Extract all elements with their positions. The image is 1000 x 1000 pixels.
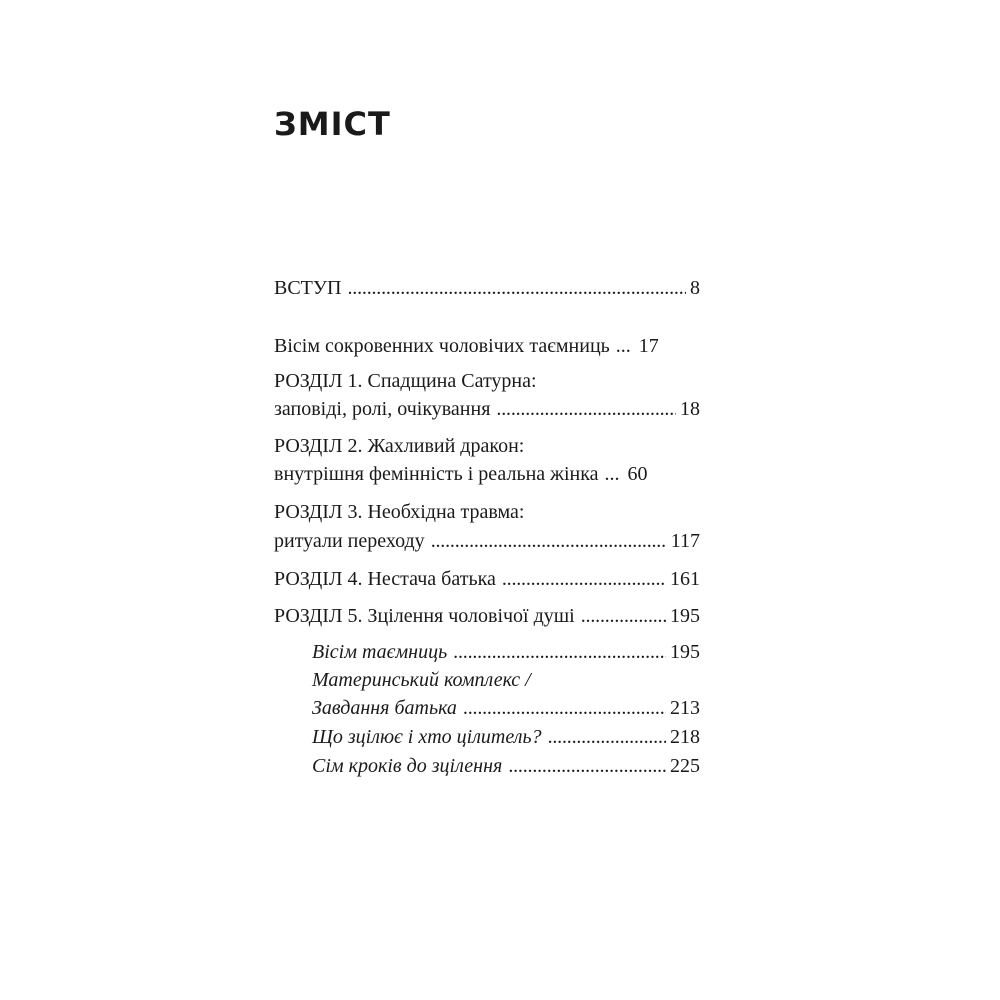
toc-page-number: 195	[670, 605, 700, 627]
toc-entry-chapter-1-line-2[interactable]	[274, 399, 700, 423]
toc-entry-label: ВСТУП	[274, 277, 342, 299]
toc-entry-chapter-2-line-1[interactable]	[274, 436, 700, 460]
toc-entry-eight-secrets[interactable]	[274, 336, 700, 360]
toc-subentry-label: Материнський комплекс /	[312, 669, 531, 691]
toc-entry-label: РОЗДІЛ 2. Жахливий дракон:	[274, 435, 525, 457]
dot-leader	[616, 336, 631, 356]
dot-leader	[431, 531, 667, 551]
dot-leader	[605, 464, 620, 484]
toc-entry-chapter-3-line-1[interactable]	[274, 502, 700, 526]
toc-entry-label: Вісім сокровенних чоловічих таємниць	[274, 335, 610, 357]
toc-subentry-seven-steps[interactable]	[312, 756, 700, 780]
dot-leader	[348, 278, 687, 298]
toc-page-number: 8	[690, 277, 700, 299]
dot-leader	[496, 399, 676, 419]
toc-entry-chapter-4[interactable]	[274, 569, 700, 593]
toc-subentry-label: Вісім таємниць	[312, 641, 448, 663]
dot-leader	[453, 642, 666, 662]
toc-entry-chapter-2-line-2[interactable]	[274, 464, 700, 488]
toc-page-number: 218	[670, 726, 700, 748]
toc-entry-label: ритуали переходу	[274, 530, 425, 552]
toc-entry-label: заповіді, ролі, очікування	[274, 398, 491, 420]
dot-leader	[508, 756, 666, 776]
toc-page-number: 60	[627, 463, 648, 485]
toc-page-number: 117	[670, 530, 700, 552]
toc-subentry-eight-secrets[interactable]	[312, 642, 700, 666]
toc-page-number: 17	[638, 335, 659, 357]
toc-subentry-what-heals[interactable]	[312, 727, 700, 751]
toc-subentry-mother-complex-line-1[interactable]	[312, 670, 700, 694]
toc-entry-intro[interactable]	[274, 278, 700, 302]
toc-subentry-label: Завдання батька	[312, 697, 457, 719]
toc-entry-label: РОЗДІЛ 4. Нестача батька	[274, 568, 496, 590]
page-title: ЗМІСТ	[274, 105, 391, 143]
toc-entry-label: РОЗДІЛ 1. Спадщина Сатурна:	[274, 370, 537, 392]
toc-page-number: 18	[680, 398, 700, 420]
toc-subentry-label: Сім кроків до зцілення	[312, 755, 503, 777]
dot-leader	[502, 569, 666, 589]
toc-page-number: 161	[670, 568, 700, 590]
toc-subentry-mother-complex-line-2[interactable]	[312, 698, 700, 722]
toc-subentry-label: Що зцілює і хто цілитель?	[312, 726, 542, 748]
toc-entry-chapter-3-line-2[interactable]	[274, 531, 700, 555]
toc-page-number: 195	[670, 641, 700, 663]
toc-entry-label: внутрішня фемінність і реальна жінка	[274, 463, 599, 485]
dot-leader	[581, 606, 666, 626]
toc-entry-chapter-5[interactable]	[274, 606, 700, 630]
dot-leader	[548, 727, 666, 747]
toc-entry-label: РОЗДІЛ 5. Зцілення чоловічої душі	[274, 605, 575, 627]
dot-leader	[463, 698, 666, 718]
toc-page-number: 213	[670, 697, 700, 719]
toc-entry-label: РОЗДІЛ 3. Необхідна травма:	[274, 501, 525, 523]
toc-page-number: 225	[670, 755, 700, 777]
toc-entry-chapter-1-line-1[interactable]	[274, 371, 700, 395]
